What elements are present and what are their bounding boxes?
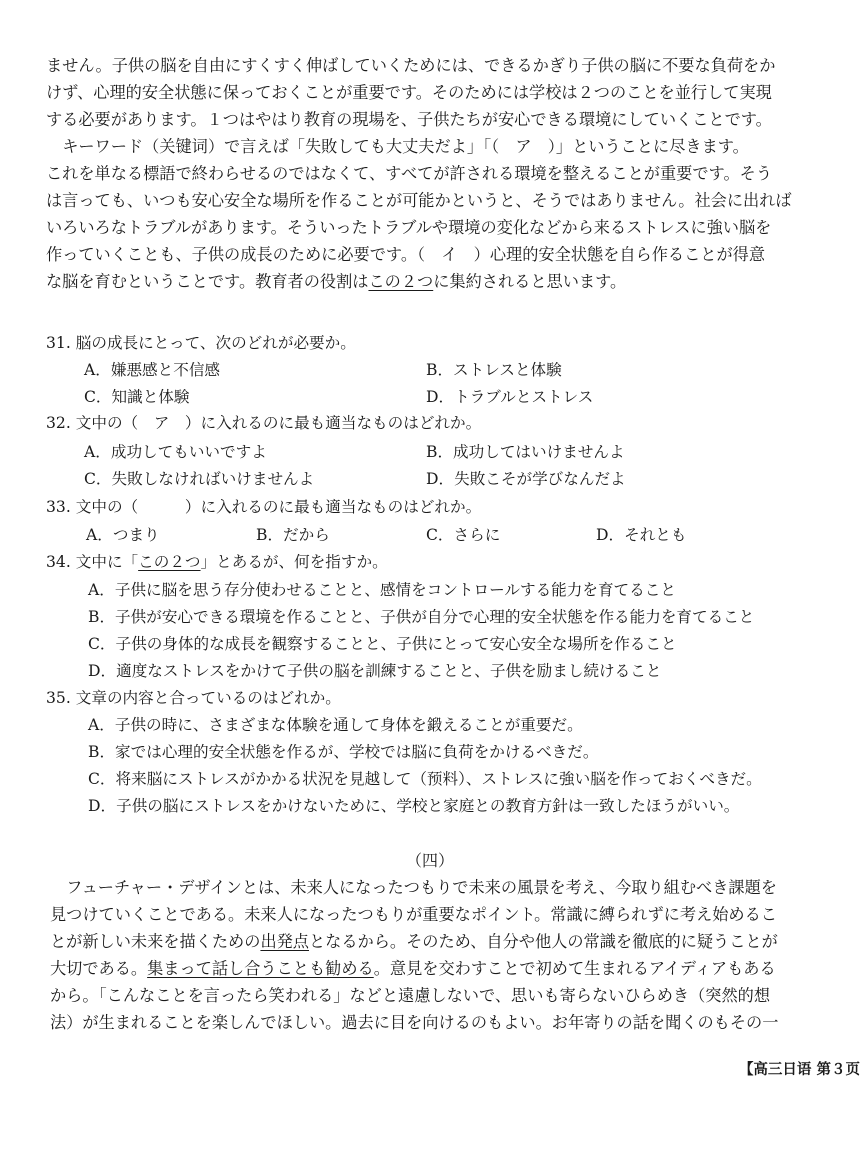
q33-option-b: B．だから (256, 526, 330, 544)
passage-line: 作っていくことも、子供の成長のために必要です。（ イ ）心理的安全状態を自ら作ることが得意 (46, 245, 766, 264)
underlined-phrase: 集まって話し合うことも勧める (147, 959, 374, 978)
question-31-stem: 31. 脳の成長にとって、次のどれが必要か。 (46, 334, 356, 352)
q34-option-c: C．子供の身体的な成長を観察することと、子供にとって安心安全な場所を作ること (88, 635, 677, 653)
page-footer: 【高三日语 第３页 (738, 1061, 860, 1078)
passage-line: キーワード（关键词）で言えば「失敗しても大丈夫だよ」「（ ア ）」ということに尽きます。 (62, 137, 749, 156)
q35-option-b: B．家では心理的安全状態を作るが、学校では脳に負荷をかけるべきだ。 (88, 743, 599, 761)
passage-line: これを単なる標語で終わらせるのではなくて、すべてが許される環境を整えることが重要です。そう (46, 164, 773, 183)
q33-option-c: C．さらに (426, 526, 501, 544)
passage-line (50, 928, 830, 955)
q31-option-d: D．トラブルとストレス (426, 388, 594, 406)
passage-text: となるから。そのため、自分や他人の常識を徹底的に疑うことが (309, 932, 778, 951)
question-text: 34. 文中に「 (46, 553, 139, 571)
passage-three (46, 52, 826, 295)
q35-option-c: C．将来脳にストレスがかかる状況を見越して（预料）、ストレスに強い脳を作っておくべきだ。 (88, 770, 762, 788)
passage-text: に集約されると思います。 (433, 272, 627, 291)
q32-option-d: D．失敗こそが学びなんだよ (426, 470, 626, 488)
q34-option-d: D．適度なストレスをかけて子供の脳を訓練することと、子供を励まし続けること (88, 662, 662, 680)
q31-option-c: C．知識と体験 (84, 388, 190, 406)
passage-line: フューチャー・デザインとは、未来人になったつもりで未来の風景を考え、今取り組むべき課題を (66, 878, 777, 897)
passage-text: 。意見を交わすことで初めて生まれるアイディアもある (373, 959, 776, 978)
passage-text: 大切である。 (50, 959, 148, 978)
section-heading: （四） (405, 851, 454, 870)
q32-option-c: C．失敗しなければいけませんよ (84, 470, 315, 488)
passage-line: いろいろなトラブルがあります。そういったトラブルや環境の変化などから来るストレスに強い脳を (46, 218, 772, 237)
underlined-phrase: この２つ (138, 553, 201, 571)
q31-option-a: A．嫌悪感と不信感 (84, 361, 221, 379)
passage-line: ません。子供の脳を自由にすくすく伸ばしていくためには、できるかぎり子供の脳に不要な負荷をか (46, 56, 776, 75)
passage-text: な脳を育むということです。教育者の役割は (46, 272, 369, 291)
passage-line (50, 955, 830, 982)
passage-line (46, 268, 826, 295)
question-32-stem: 32. 文中の（ ア ）に入れるのに最も適当なものはどれか。 (46, 414, 482, 432)
passage-line: から。「こんなことを言ったら笑われる」などと遠慮しないで、思いも寄らないひらめき（突然的想 (50, 986, 771, 1005)
q32-option-a: A．成功してもいいですよ (84, 443, 267, 461)
passage-line: 見つけていくことである。未来人になったつもりが重要なポイント。常識に縛られずに考え始めるこ (50, 905, 777, 924)
q33-option-d: D．それとも (596, 526, 687, 544)
q33-option-a: A．つまり (86, 526, 160, 544)
q34-option-b: B．子供が安心できる環境を作ることと、子供が自分で心理的安全状態を作る能力を育てること (88, 608, 755, 626)
q31-option-b: B．ストレスと体験 (426, 361, 562, 379)
question-35-stem: 35. 文章の内容と合っているのはどれか。 (46, 689, 341, 707)
q34-option-a: A．子供に脳を思う存分使わせることと、感情をコントロールする能力を育てること (88, 581, 676, 599)
question-34-stem (46, 550, 388, 572)
passage-text: とが新しい未来を描くための (50, 932, 261, 951)
passage-four (50, 874, 830, 1036)
passage-line: けず、心理的安全状態に保っておくことが重要です。そのためには学校は２つのことを並行して実現 (46, 83, 772, 102)
passage-line: する必要があります。１つはやはり教育の現場を、子供たちが安心できる環境にしていくことです。 (46, 110, 772, 129)
q35-option-a: A．子供の時に、さまざまな体験を通して身体を鍛えることが重要だ。 (88, 716, 583, 734)
underlined-phrase: この２つ (368, 272, 434, 291)
passage-line: 法）が生まれることを楽しんでほしい。過去に目を向けるのもよい。お年寄りの話を聞くのもその一 (50, 1013, 779, 1032)
underlined-phrase: 出発点 (260, 932, 309, 951)
passage-line: は言っても、いつも安心安全な場所を作ることが可能かというと、そうではありません。社会に出れば (46, 191, 792, 210)
question-text: 」とあるが、何を指すか。 (200, 553, 388, 571)
question-33-stem: 33. 文中の（ ）に入れるのに最も適当なものはどれか。 (46, 498, 482, 516)
q35-option-d: D．子供の脳にストレスをかけないために、学校と家庭との教育方針は一致したほうがいい。 (88, 797, 740, 815)
q32-option-b: B．成功してはいけませんよ (426, 443, 625, 461)
